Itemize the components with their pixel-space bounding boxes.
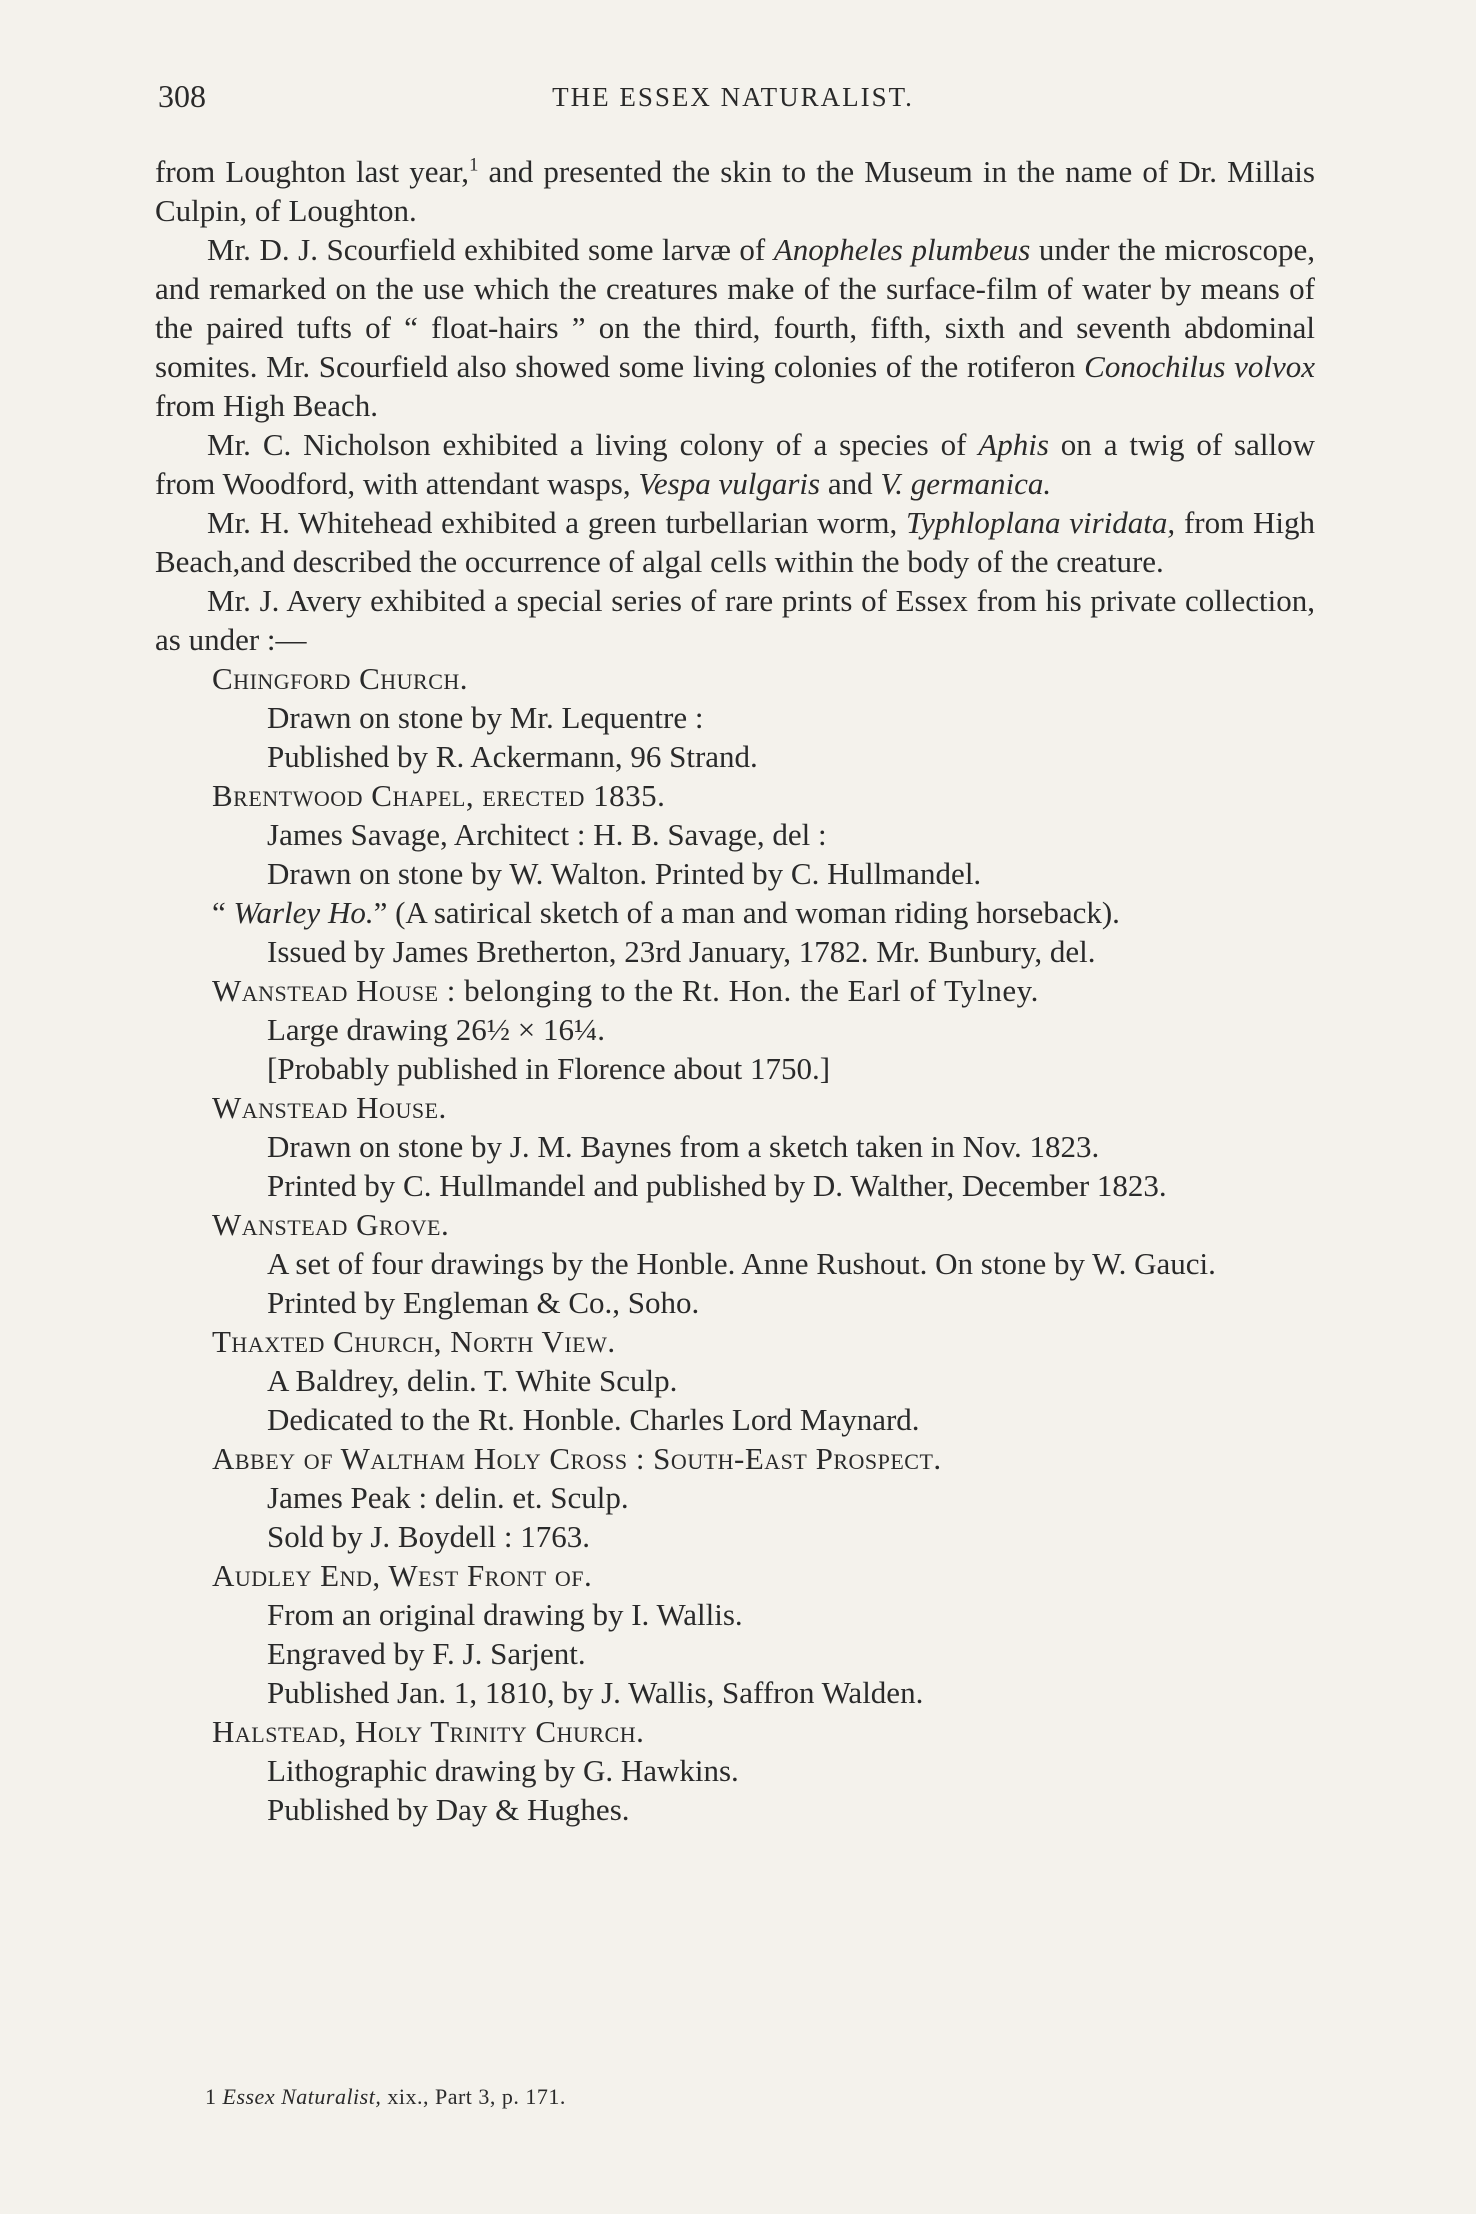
print-detail bbox=[267, 1127, 1315, 1166]
page-number: 308 bbox=[158, 78, 206, 114]
print-title bbox=[212, 1439, 1315, 1478]
text-segment: Issued by James Bretherton, 23rd January, 1782. Mr. Bunbury, del. bbox=[267, 934, 1096, 969]
text-segment: under the microscope, and remarked on the use which the creatures make of the surface-film of water by means of the paired tufts of “ float-hairs ” on the third, fourth, fifth, sixth and seventh abdominal somites. Mr. Scourfield also showed some living colonies of the rotiferon bbox=[155, 232, 1315, 384]
text-segment: Drawn on stone by Mr. Lequentre : bbox=[267, 700, 704, 735]
print-list bbox=[155, 659, 1315, 1829]
print-detail bbox=[267, 854, 1315, 893]
text-segment: from High Beach. bbox=[155, 388, 378, 423]
text-segment: “ bbox=[212, 895, 234, 930]
text-segment: Mr. J. Avery exhibited a special series of rare prints of Essex from his private collection, as under :— bbox=[155, 583, 1315, 657]
print-entry bbox=[155, 971, 1315, 1088]
text-segment: Warley Ho. bbox=[233, 895, 374, 930]
paragraph bbox=[155, 425, 1315, 503]
print-title bbox=[212, 1712, 1315, 1751]
text-segment: from Loughton last year, bbox=[155, 154, 470, 189]
print-detail bbox=[267, 1010, 1315, 1049]
text-segment: A Baldrey, delin. T. White Sculp. bbox=[267, 1363, 678, 1398]
print-title bbox=[212, 971, 1315, 1010]
print-detail bbox=[267, 1244, 1315, 1283]
text-segment: on a twig of sallow from Woodford, with attendant wasps, bbox=[155, 427, 1315, 501]
print-detail bbox=[267, 1361, 1315, 1400]
print-detail bbox=[267, 932, 1315, 971]
footnote-ref: 1 bbox=[469, 154, 479, 176]
text-segment: Thaxted Church, North View. bbox=[212, 1324, 616, 1359]
text-segment: Wanstead House. bbox=[212, 1090, 447, 1125]
page-body bbox=[155, 152, 1315, 1829]
print-detail bbox=[267, 698, 1315, 737]
text-segment: Dedicated to the Rt. Honble. Charles Lord Maynard. bbox=[267, 1402, 920, 1437]
text-segment: James Savage, Architect : H. B. Savage, del : bbox=[267, 817, 827, 852]
print-title bbox=[212, 1556, 1315, 1595]
print-entry bbox=[155, 1322, 1315, 1439]
text-segment: from High Beach,and described the occurrence of algal cells within the body of the creature. bbox=[155, 505, 1315, 579]
text-segment: A set of four drawings by the Honble. Anne Rushout. On stone by W. Gauci. bbox=[267, 1246, 1216, 1281]
text-segment: Anopheles plumbeus bbox=[773, 232, 1031, 267]
print-detail bbox=[267, 1166, 1315, 1205]
text-segment: Vespa vulgaris bbox=[638, 466, 821, 501]
running-title: THE ESSEX NATURALIST. bbox=[552, 82, 914, 112]
text-segment: Large drawing 26½ × 16¼. bbox=[267, 1012, 606, 1047]
print-detail bbox=[267, 815, 1315, 854]
text-segment: Published by Day & Hughes. bbox=[267, 1792, 630, 1827]
text-segment: Abbey of Waltham Holy Cross : South-East Prospect. bbox=[212, 1441, 942, 1476]
text-segment: Engraved by F. J. Sarjent. bbox=[267, 1636, 586, 1671]
text-segment: Chingford Church. bbox=[212, 661, 469, 696]
text-segment: xix., Part 3, p. 171. bbox=[381, 2084, 566, 2109]
print-entry bbox=[155, 1205, 1315, 1322]
text-segment: Lithographic drawing by G. Hawkins. bbox=[267, 1753, 739, 1788]
text-segment: Published by R. Ackermann, 96 Strand. bbox=[267, 739, 758, 774]
text-segment: Published Jan. 1, 1810, by J. Wallis, Saffron Walden. bbox=[267, 1675, 924, 1710]
print-detail bbox=[267, 1478, 1315, 1517]
text-segment: and presented the skin to the Museum in the name of Dr. Millais Culpin, of Loughton. bbox=[155, 154, 1315, 228]
text-segment: Brentwood Chapel, erected 1835. bbox=[212, 778, 666, 813]
text-segment: Wanstead Grove. bbox=[212, 1207, 450, 1242]
paragraph bbox=[155, 230, 1315, 425]
print-title bbox=[212, 1322, 1315, 1361]
print-entry bbox=[155, 659, 1315, 776]
print-detail bbox=[267, 1634, 1315, 1673]
page-header bbox=[158, 78, 1308, 122]
print-detail bbox=[267, 1517, 1315, 1556]
text-segment: Typhloplana viridata, bbox=[906, 505, 1176, 540]
print-detail bbox=[267, 1283, 1315, 1322]
text-segment: Mr. D. J. Scourfield exhibited some larvæ of bbox=[207, 232, 774, 267]
text-segment: Halstead, Holy Trinity Church. bbox=[212, 1714, 645, 1749]
text-segment: Printed by Engleman & Co., Soho. bbox=[267, 1285, 700, 1320]
print-detail bbox=[267, 1751, 1315, 1790]
print-entry bbox=[155, 1439, 1315, 1556]
text-segment: V. germanica. bbox=[880, 466, 1052, 501]
text-segment: James Peak : delin. et. Sculp. bbox=[267, 1480, 629, 1515]
print-title bbox=[212, 659, 1315, 698]
text-segment: Drawn on stone by W. Walton. Printed by C. Hullmandel. bbox=[267, 856, 982, 891]
print-detail bbox=[267, 1790, 1315, 1829]
print-title bbox=[212, 893, 1315, 932]
text-segment: Audley End, West Front of. bbox=[212, 1558, 593, 1593]
print-detail bbox=[267, 1595, 1315, 1634]
text-segment: Printed by C. Hullmandel and published by D. Walther, December 1823. bbox=[267, 1168, 1167, 1203]
text-segment: belonging to the Rt. Hon. the Earl of Tylney. bbox=[455, 973, 1039, 1008]
print-detail bbox=[267, 1673, 1315, 1712]
text-segment: Conochilus volvox bbox=[1084, 349, 1315, 384]
text-segment: Wanstead House : bbox=[212, 973, 456, 1008]
text-segment: From an original drawing by I. Wallis. bbox=[267, 1597, 743, 1632]
text-segment: Mr. H. Whitehead exhibited a green turbellarian worm, bbox=[207, 505, 907, 540]
print-entry bbox=[155, 776, 1315, 893]
text-segment: 1 bbox=[205, 2084, 223, 2109]
text-segment: and bbox=[820, 466, 881, 501]
print-detail bbox=[267, 1049, 1315, 1088]
print-detail bbox=[267, 1400, 1315, 1439]
text-segment: [Probably published in Florence about 1750.] bbox=[267, 1051, 831, 1086]
print-entry bbox=[155, 1556, 1315, 1712]
print-entry bbox=[155, 893, 1315, 971]
print-title bbox=[212, 1205, 1315, 1244]
text-segment: Essex Naturalist, bbox=[222, 2084, 382, 2109]
paragraphs bbox=[155, 152, 1315, 659]
text-segment: Sold by J. Boydell : 1763. bbox=[267, 1519, 590, 1554]
print-entry bbox=[155, 1088, 1315, 1205]
print-title bbox=[212, 1088, 1315, 1127]
print-detail bbox=[267, 737, 1315, 776]
text-segment: Aphis bbox=[978, 427, 1049, 462]
footnote bbox=[205, 2084, 566, 2110]
print-entry bbox=[155, 1712, 1315, 1829]
text-segment: Drawn on stone by J. M. Baynes from a sketch taken in Nov. 1823. bbox=[267, 1129, 1100, 1164]
paragraph bbox=[155, 581, 1315, 659]
paragraph bbox=[155, 152, 1315, 230]
paragraph bbox=[155, 503, 1315, 581]
text-segment: ” (A satirical sketch of a man and woman riding horseback). bbox=[373, 895, 1120, 930]
text-segment: Mr. C. Nicholson exhibited a living colony of a species of bbox=[207, 427, 979, 462]
print-title bbox=[212, 776, 1315, 815]
